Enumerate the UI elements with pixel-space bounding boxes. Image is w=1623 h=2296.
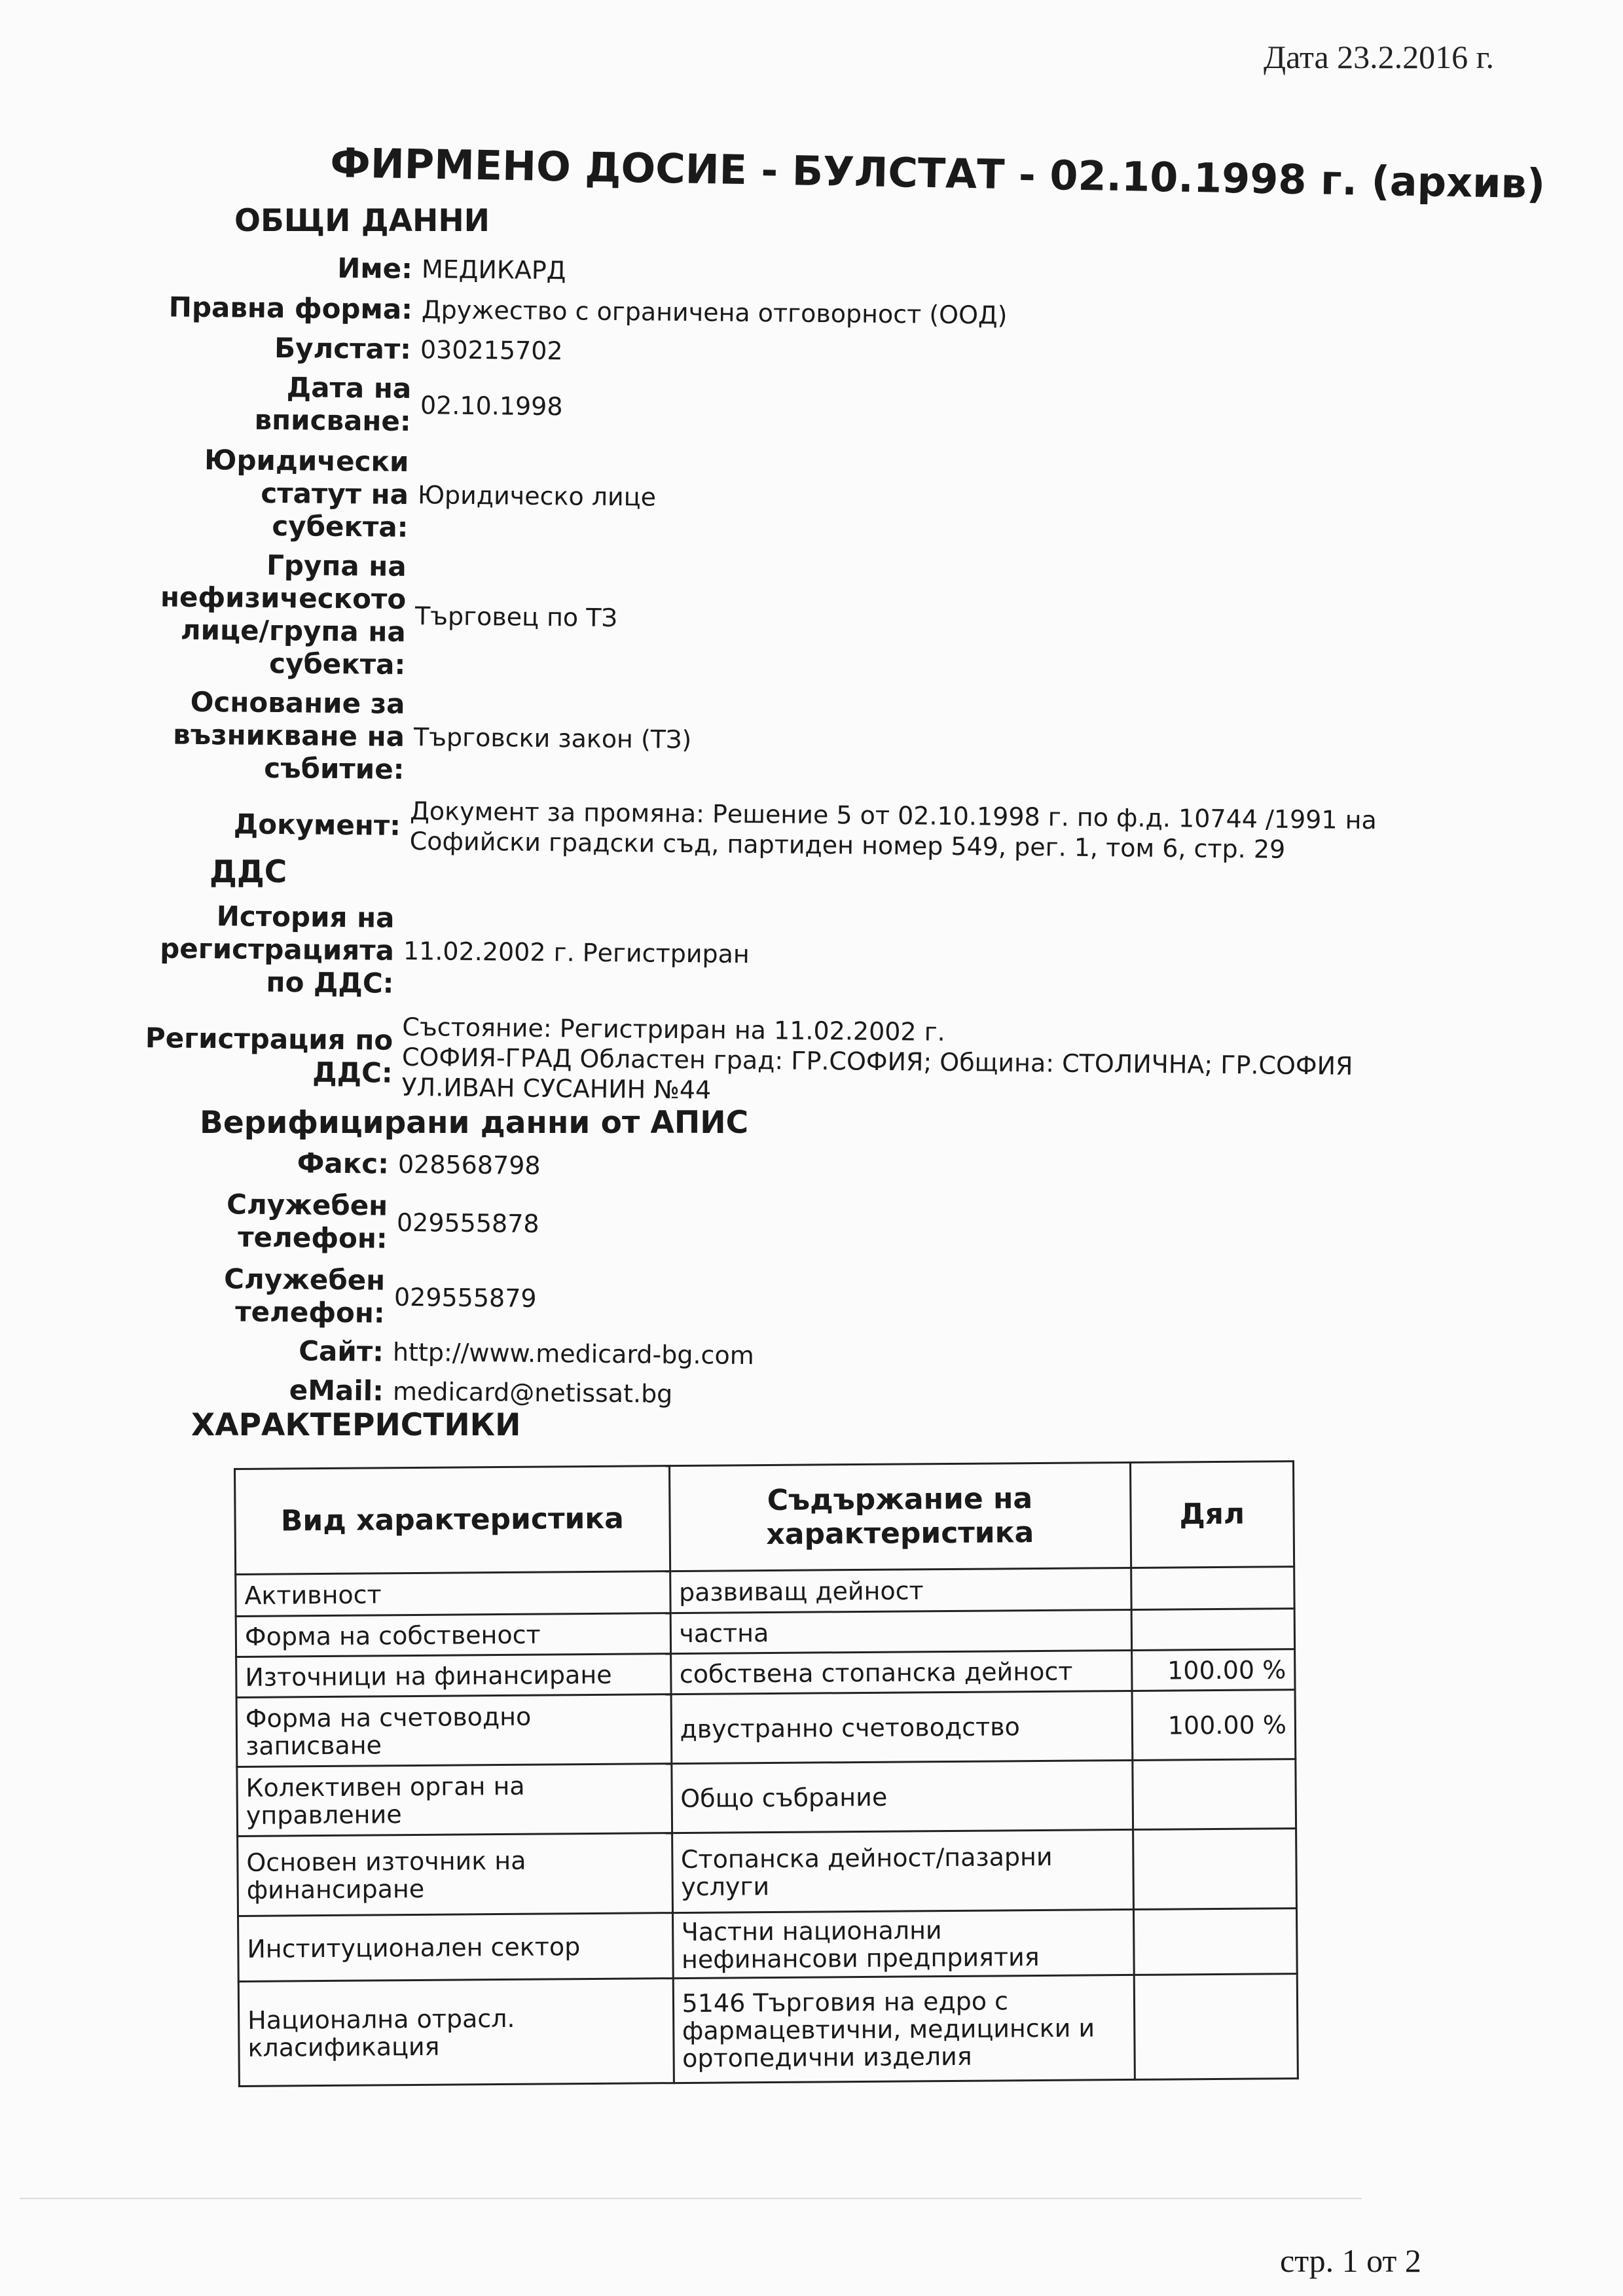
- section-heading-vat: ДДС: [210, 854, 287, 890]
- field-value: 029555879: [393, 1282, 537, 1313]
- table-cell: Основен източник на финансиране: [238, 1833, 672, 1916]
- page-number: стр. 1 от 2: [1280, 2242, 1421, 2279]
- table-cell: [1134, 1974, 1298, 2080]
- field-value: Състояние: Регистриран на 11.02.2002 г. СОФИЯ-ГРАД Областен град: ГР.СОФИЯ; Община: СТОЛИЧНА; ГР.СОФИЯ УЛ.ИВАН СУСАНИН №44: [401, 1012, 1353, 1105]
- field-value: medicard@netissat.bg: [392, 1376, 673, 1408]
- table-row: [236, 1609, 1294, 1657]
- section-heading-apis: Верифицирани данни от АПИС: [200, 1105, 749, 1141]
- table-row: [236, 1649, 1295, 1698]
- table-cell: [1132, 1759, 1296, 1830]
- field-value: Документ за промяна: Решение 5 от 02.10.1998 г. по ф.д. 10744 /1991 на Софийски градски съд, партиден номер 549, рег. 1, том 6, стр. 29: [409, 797, 1377, 864]
- document-date: Дата 23.2.2016 г.: [1264, 39, 1495, 75]
- table-cell: 100.00 %: [1132, 1690, 1296, 1761]
- table-cell: [1133, 1909, 1297, 1975]
- field-value: Търговски закон (ТЗ): [413, 723, 692, 755]
- field-label: eMail:: [289, 1374, 384, 1407]
- field-label: Юридически статут на субекта:: [204, 443, 409, 543]
- field-label: Правна форма:: [168, 291, 413, 326]
- table-cell: Форма на счетоводно записване: [236, 1695, 671, 1767]
- field-legal-form: [0, 289, 1008, 332]
- field-legal-status: [0, 442, 657, 547]
- table-row: [236, 1567, 1294, 1617]
- column-header: Вид характеристика: [235, 1466, 670, 1575]
- table-row: [236, 1690, 1296, 1767]
- field-phone-2: [0, 1261, 537, 1331]
- table-cell: частна: [670, 1609, 1131, 1653]
- scan-divider-line: [20, 2198, 1362, 2199]
- table-cell: Национална отрасл. класификация: [238, 1979, 674, 2087]
- field-value: Дружество с ограничена отговорност (ООД): [421, 295, 1008, 330]
- field-label: Служебен телефон:: [226, 1188, 388, 1255]
- field-label: Регистрация по ДДС:: [145, 1022, 393, 1089]
- field-value: Юридическо лице: [417, 480, 657, 512]
- field-vat-registration: [0, 1008, 1353, 1111]
- table-row: [238, 1829, 1297, 1916]
- table-cell: Частни национални нефинансови предприятия: [672, 1909, 1134, 1978]
- column-header: Дял: [1130, 1462, 1294, 1568]
- field-label: Основание за възникване на събитие:: [172, 685, 405, 785]
- field-label: Група на нефизическото лице/група на субекта:: [160, 548, 407, 681]
- table-cell: Институционален сектор: [238, 1913, 673, 1982]
- document-title: ФИРМЕНО ДОСИЕ - БУЛСТАТ - 02.10.1998 г. (архив): [329, 139, 1546, 208]
- field-value: 02.10.1998: [420, 391, 563, 422]
- field-value: 029555878: [396, 1208, 539, 1238]
- characteristics-table-wrapper: [234, 1460, 1299, 2087]
- field-label: Факс:: [297, 1147, 390, 1180]
- field-value: http://www.medicard-bg.com: [392, 1337, 754, 1371]
- section-heading-characteristics: ХАРАКТЕРИСТИКИ: [191, 1407, 521, 1443]
- table-cell: Форма на собственост: [236, 1613, 670, 1657]
- table-row: [238, 1974, 1298, 2087]
- table-cell: собствена стопанска дейност: [670, 1650, 1131, 1694]
- table-cell: Стопанска дейност/пазарни услуги: [672, 1829, 1133, 1912]
- table-cell: 100.00 %: [1131, 1649, 1295, 1691]
- field-basis: [0, 684, 692, 789]
- field-value: Търговец по ТЗ: [414, 601, 618, 633]
- section-heading-general: ОБЩИ ДАННИ: [234, 203, 490, 239]
- table-cell: Активност: [236, 1571, 670, 1617]
- table-cell: 5146 Търговия на едро с фармацевтични, медицински и ортопедични изделия: [673, 1975, 1135, 2083]
- field-phone-1: [0, 1186, 539, 1257]
- field-vat-history: [0, 898, 750, 1003]
- table-cell: развиващ дейност: [670, 1568, 1131, 1613]
- table-cell: [1133, 1829, 1296, 1910]
- field-label: Служебен телефон:: [223, 1263, 386, 1329]
- field-name: [0, 249, 566, 287]
- field-entity-group: [0, 547, 618, 683]
- characteristics-table: [234, 1460, 1299, 2087]
- table-row: [238, 1909, 1298, 1982]
- table-cell: Колективен орган на управление: [237, 1764, 672, 1837]
- table-row: [237, 1759, 1296, 1837]
- table-cell: Източници на финансиране: [236, 1654, 671, 1698]
- field-website: [0, 1332, 754, 1372]
- table-cell: [1131, 1567, 1294, 1610]
- table-cell: Общо събрание: [671, 1760, 1133, 1833]
- table-cell: [1131, 1609, 1295, 1651]
- field-value: МЕДИКАРД: [421, 255, 566, 285]
- table-header-row: [235, 1462, 1294, 1575]
- field-bulstat: [0, 329, 563, 367]
- column-header: Съдържание на характеристика: [669, 1462, 1131, 1571]
- field-value: 11.02.2002 г. Регистриран: [403, 936, 750, 969]
- field-label: Сайт:: [299, 1335, 384, 1368]
- field-email: [0, 1371, 673, 1410]
- field-label: Дата на вписване:: [254, 371, 412, 438]
- field-label: Име:: [337, 251, 413, 285]
- field-value: 030215702: [420, 335, 563, 366]
- field-fax: [0, 1144, 541, 1182]
- field-document: [0, 792, 1377, 865]
- field-label: Документ:: [233, 808, 401, 842]
- field-label: История на регистрацията по ДДС:: [159, 900, 395, 999]
- field-label: Булстат:: [274, 332, 412, 366]
- table-cell: двустранно счетоводство: [671, 1691, 1133, 1763]
- field-entry-date: [0, 368, 563, 439]
- field-value: 028568798: [397, 1149, 541, 1180]
